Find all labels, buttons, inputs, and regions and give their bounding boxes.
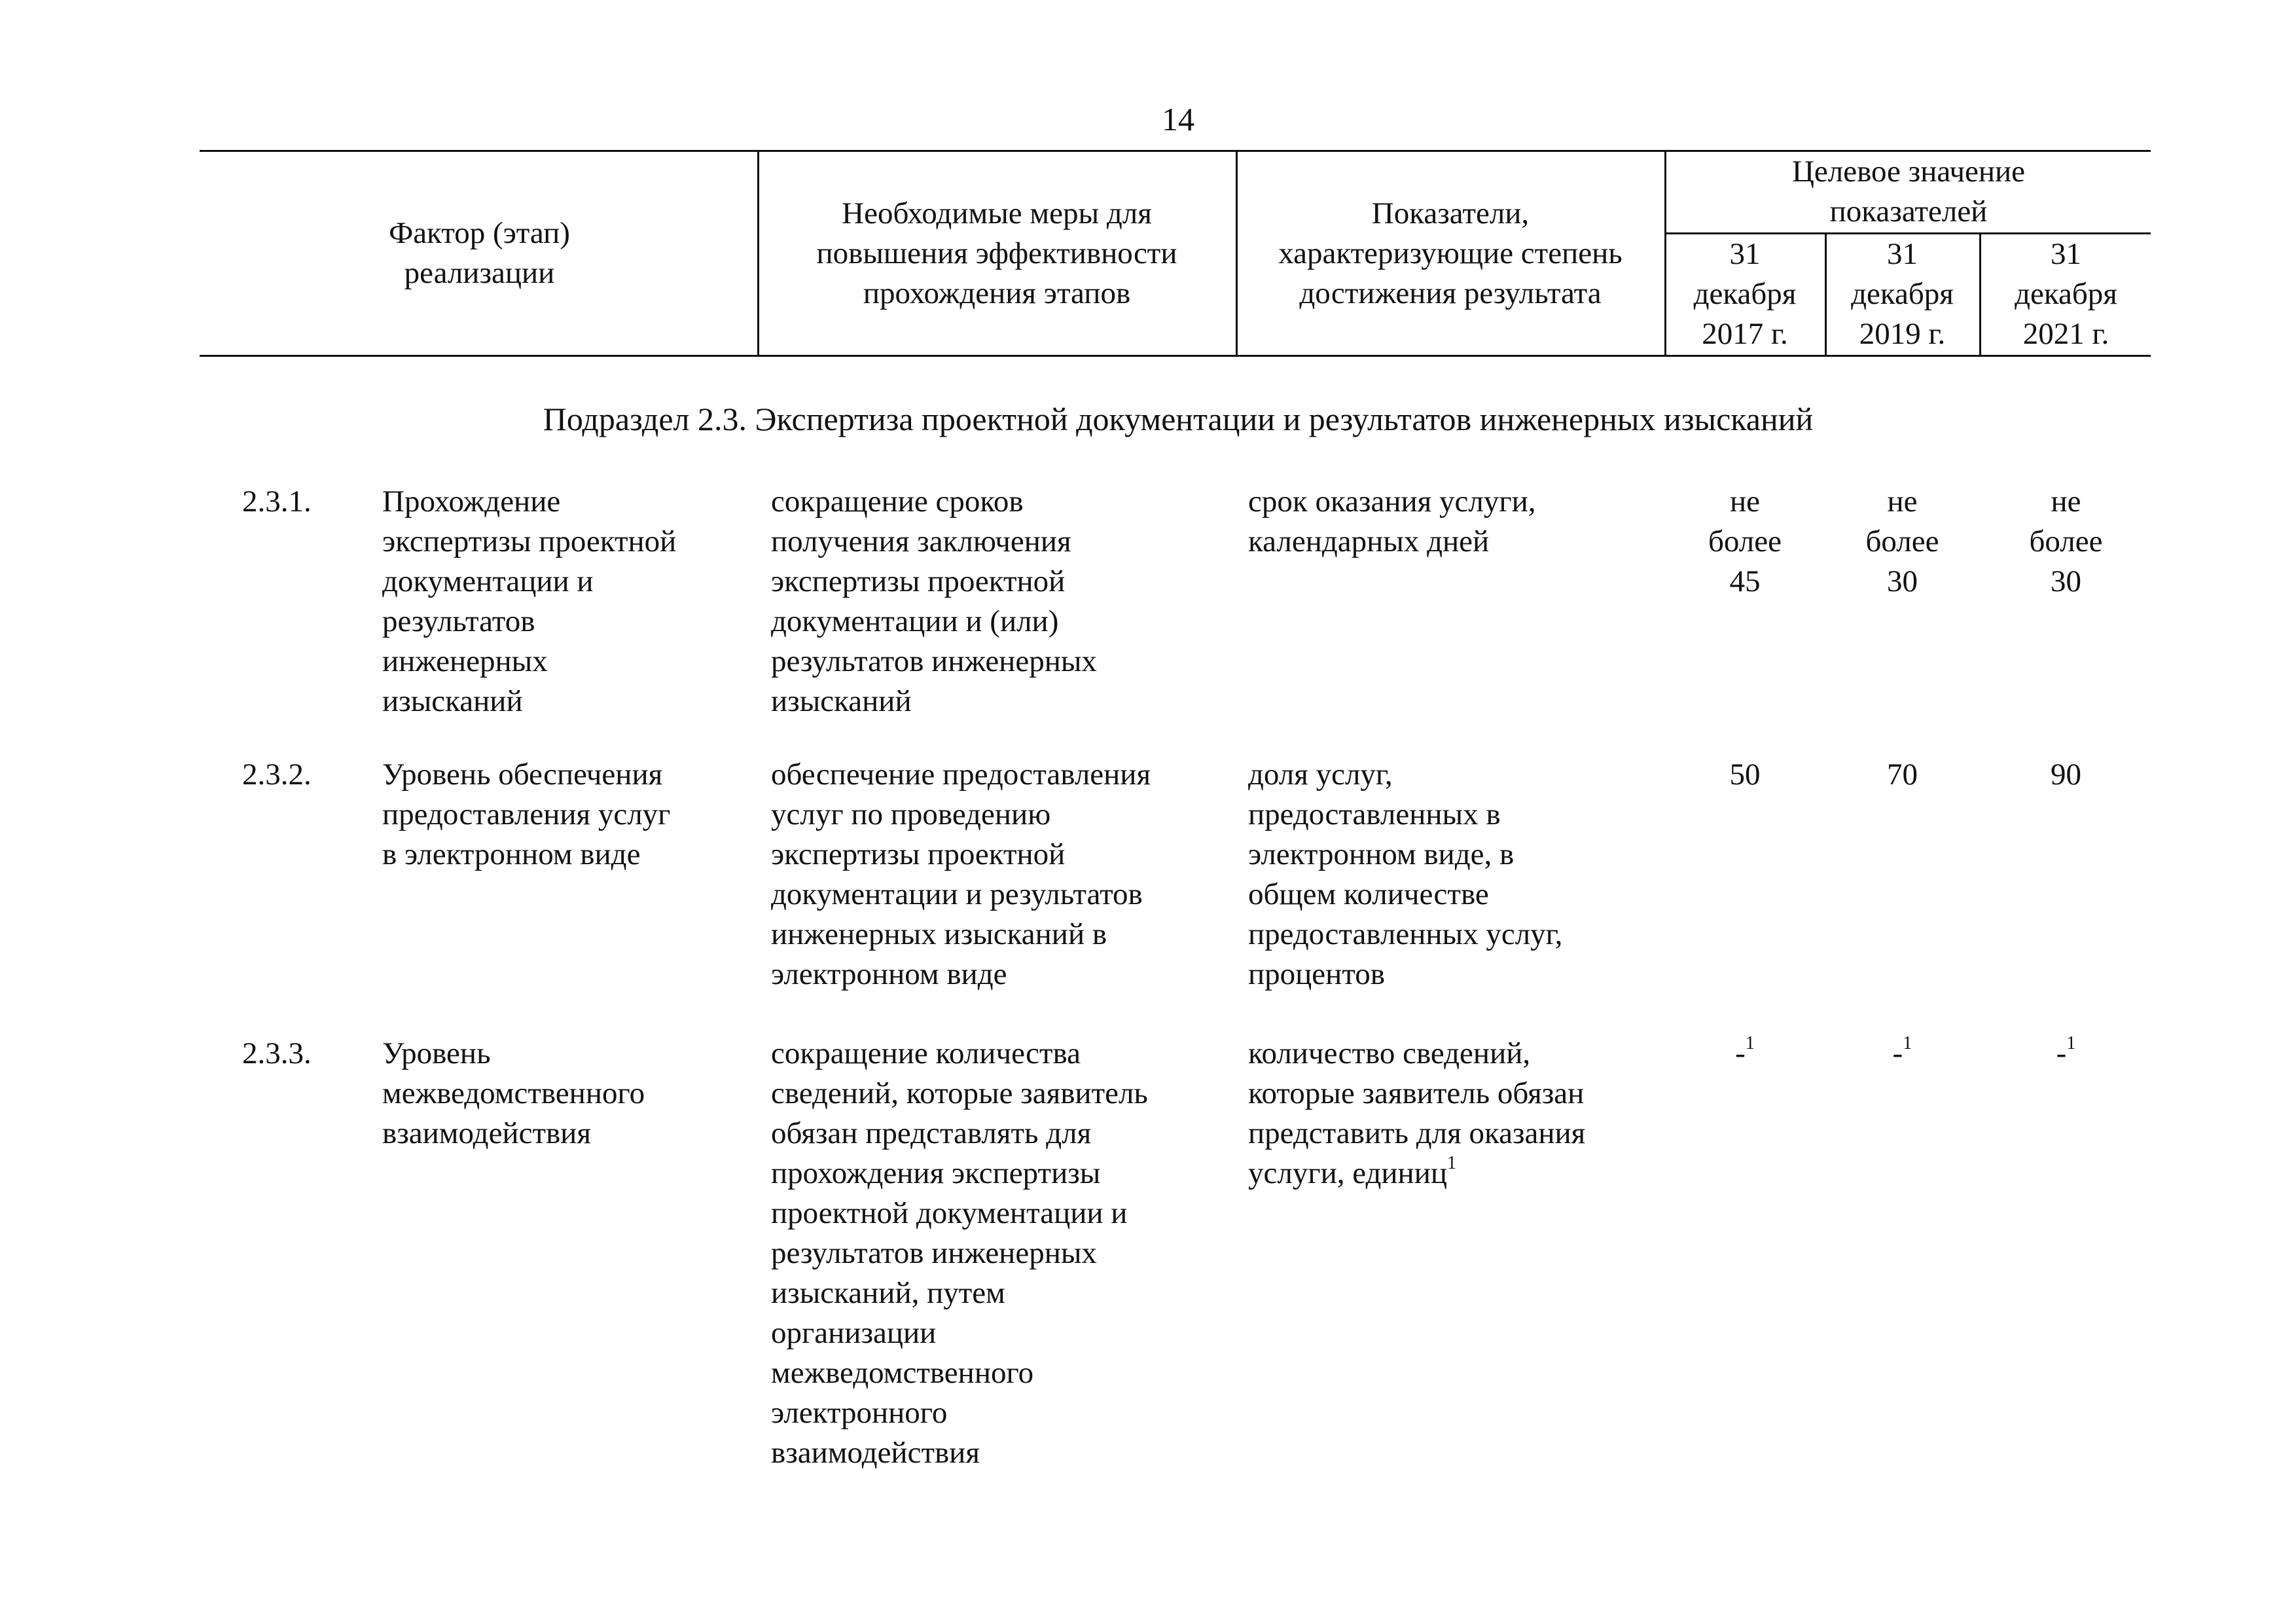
value-2019: 70 <box>1887 757 1918 792</box>
value-2017: -$^1$ <box>1735 1033 1755 1070</box>
row-indicator: срок оказания услуги, календарных дней <box>1248 484 1536 558</box>
header-factor: Фактор (этап) реализации <box>389 216 570 290</box>
row-factor: Уровень межведомственного взаимодействия <box>382 1036 645 1150</box>
value-2019: не более 30 <box>1865 484 1939 598</box>
header-target-value: Целевое значение показателей <box>1791 155 2026 228</box>
header-measures: Необходимые меры для повышения эффективности прохождения этапов <box>816 196 1177 310</box>
row-measures: обеспечение предоставления услуг по проведению экспертизы проектной документации и результатов инженерных изысканий в электронном виде <box>771 757 1151 991</box>
value-2021: не более 30 <box>2029 484 2103 598</box>
row-factor: Уровень обеспечения предоставления услуг в электронном виде <box>382 757 671 871</box>
value-2021: -$^1$ <box>2056 1033 2076 1070</box>
header-date-2021: 31 декабря 2021 г. <box>2015 237 2117 351</box>
row-measures: сокращение сроков получения заключения экспертизы проектной документации и (или) результатов инженерных изысканий <box>771 484 1097 718</box>
row-number: 2.3.2. <box>242 757 312 792</box>
value-2019: -$^1$ <box>1892 1033 1912 1070</box>
row-indicator: доля услуг, предоставленных в электронном виде, в общем количестве предоставленных услуг, процентов <box>1248 757 1563 991</box>
row-number: 2.3.1. <box>242 484 312 519</box>
header-bottom-rule <box>200 355 2151 357</box>
header-indicators: Показатели, характеризующие степень достижения результата <box>1278 196 1623 310</box>
value-2017: не более 45 <box>1708 484 1782 598</box>
header-date-2019: 31 декабря 2019 г. <box>1851 237 1954 351</box>
value-2021: 90 <box>2051 757 2081 792</box>
subsection-title: Подраздел 2.3. Экспертиза проектной документации и результатов инженерных изысканий <box>543 401 1814 437</box>
row-measures: сокращение количества сведений, которые заявитель обязан представлять для прохождения экспертизы проектной документации и результатов инженерных изысканий, путем организации межведомственного электронного взаимодействия <box>771 1036 1148 1470</box>
row-factor: Прохождение экспертизы проектной документации и результатов инженерных изысканий <box>382 484 677 718</box>
row-indicator: количество сведений, которые заявитель обязан представить для оказания услуги, единиц$^1$ <box>1248 1036 1586 1190</box>
page-number: 14 <box>1162 101 1194 137</box>
value-2017: 50 <box>1729 757 1761 792</box>
header-date-2017: 31 декабря 2017 г. <box>1693 237 1797 351</box>
row-number: 2.3.3. <box>242 1036 312 1070</box>
